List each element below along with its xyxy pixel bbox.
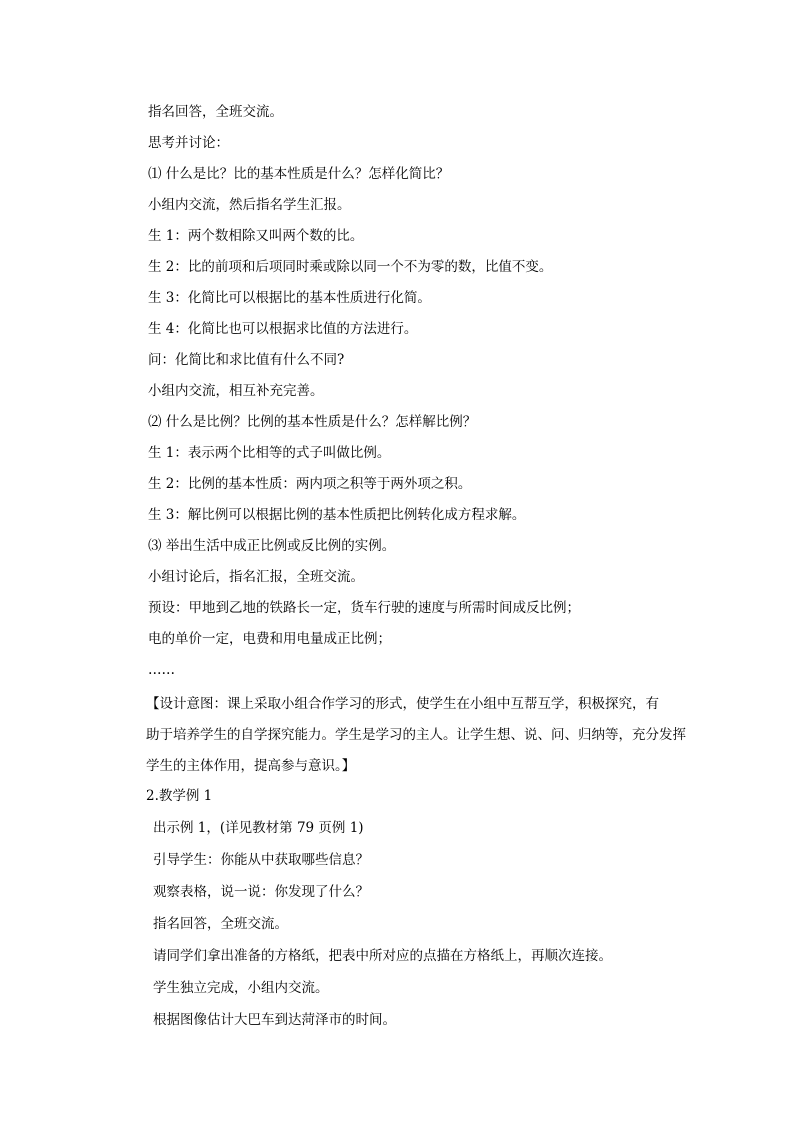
question-line: 问：化简比和求比值有什么不同?: [148, 352, 345, 368]
text-line: 电的单价一定，电费和用电量成正比例；: [148, 631, 391, 647]
answer-line: 生 4：化简比也可以根据求比值的方法进行。: [148, 321, 418, 337]
answer-line: 生 1：表示两个比相等的式子叫做比例。: [148, 445, 391, 461]
section-heading: 2.教学例 1: [146, 788, 213, 804]
text-line: 引导学生：你能从中获取哪些信息？: [153, 852, 369, 868]
text-line: 观察表格，说一说：你发现了什么？: [153, 884, 369, 900]
question-line: ⑵ 什么是比例？比例的基本性质是什么？怎样解比例？: [148, 414, 477, 430]
question-line: ⑴ 什么是比？比的基本性质是什么？怎样化简比？: [148, 166, 450, 182]
answer-line: 生 2：比例的基本性质：两内项之积等于两外项之积。: [148, 476, 472, 492]
design-note-line: 助于培养学生的自学探究能力。学生是学习的主人。让学生想、说、问、归纳等，充分发挥: [146, 727, 686, 743]
question-line: ⑶ 举出生活中成正比例或反比例的实例。: [148, 538, 396, 554]
text-line: 小组内交流，相互补充完善。: [148, 383, 324, 399]
ellipsis-line: ……: [148, 662, 175, 678]
design-note-line: 【设计意图：课上采取小组合作学习的形式，使学生在小组中互帮互学，积极探究，有: [146, 696, 659, 712]
text-line: 指名回答，全班交流。: [148, 104, 283, 120]
answer-line: 生 3：解比例可以根据比例的基本性质把比例转化成方程求解。: [148, 507, 526, 523]
text-line: 预设：甲地到乙地的铁路长一定，货车行驶的速度与所需时间成反比例；: [148, 600, 580, 616]
answer-line: 生 3：化简比可以根据比的基本性质进行化简。: [148, 290, 431, 306]
text-line: 出示例 1，(详见教材第 79 页例 1): [153, 820, 364, 836]
text-line: 思考并讨论：: [148, 135, 229, 151]
text-line: 小组内交流，然后指名学生汇报。: [148, 197, 351, 213]
answer-line: 生 2：比的前项和后项同时乘或除以同一个不为零的数，比值不变。: [148, 259, 553, 275]
text-line: 请同学们拿出准备的方格纸，把表中所对应的点描在方格纸上，再顺次连接。: [153, 948, 612, 964]
text-line: 根据图像估计大巴车到达菏泽市的时间。: [153, 1012, 396, 1028]
text-line: 指名回答，全班交流。: [153, 916, 288, 932]
answer-line: 生 1：两个数相除又叫两个数的比。: [148, 228, 364, 244]
design-note-line: 学生的主体作用，提高参与意识。】: [146, 758, 356, 774]
text-line: 学生独立完成，小组内交流。: [153, 980, 329, 996]
text-line: 小组讨论后，指名汇报，全班交流。: [148, 569, 364, 585]
